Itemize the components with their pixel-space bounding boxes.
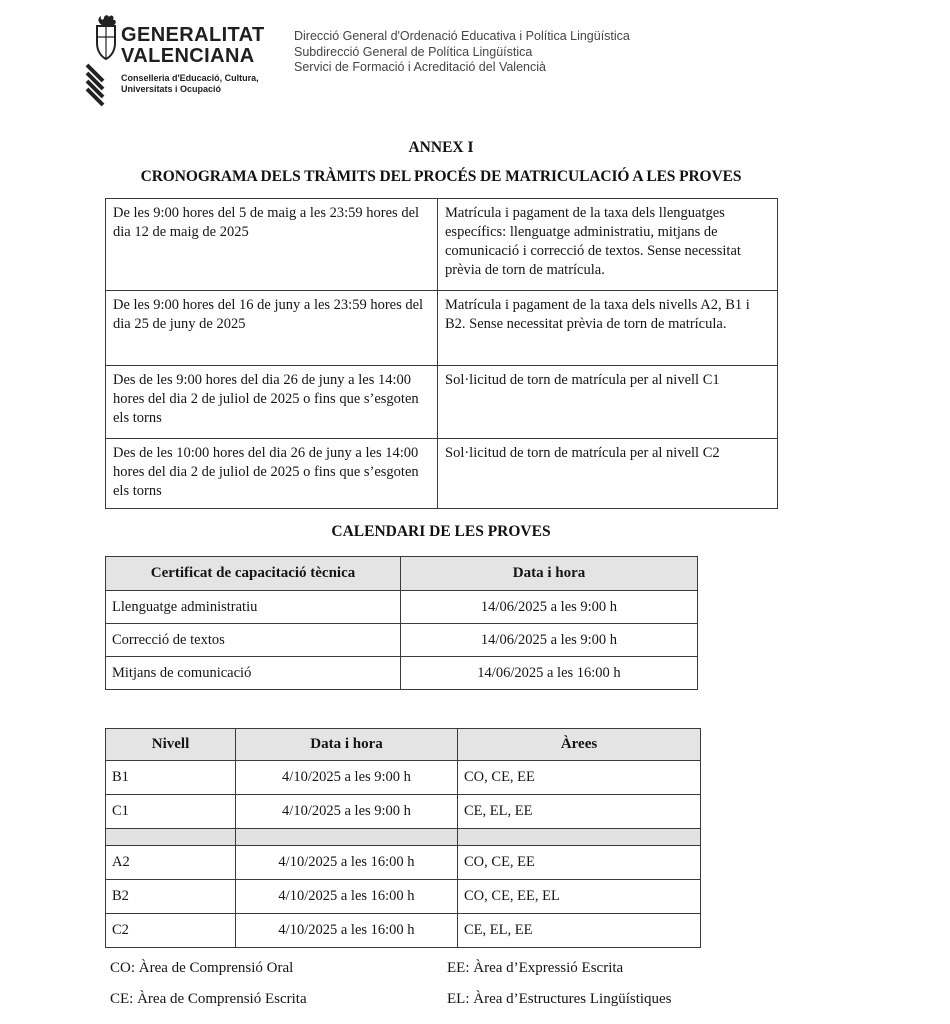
annex-title: ANNEX I [408, 139, 474, 156]
org-logo-text [121, 25, 265, 95]
department-line: Servici de Formació i Acreditació del Valencià [294, 60, 546, 74]
table-row [106, 880, 701, 914]
table-header-row [106, 729, 701, 761]
datetime-cell: 4/10/2025 a les 16:00 h [236, 880, 458, 914]
schedule-heading: CRONOGRAMA DELS TRÀMITS DEL PROCÉS DE MATRICULACIÓ A LES PROVES [140, 168, 742, 185]
legend-item: EL: Àrea d’Estructures Lingüístiques [447, 991, 672, 1007]
calendar-heading: CALENDARI DE LES PROVES [331, 523, 551, 540]
spacer-cell [236, 829, 458, 846]
gva-coat-of-arms-icon [84, 13, 126, 112]
legend-item: CE: Àrea de Comprensió Escrita [110, 991, 307, 1007]
areas-cell: CO, CE, EE, EL [458, 880, 701, 914]
datetime-cell: 14/06/2025 a les 9:00 h [401, 591, 698, 624]
table-row [106, 199, 778, 291]
datetime-cell: 4/10/2025 a les 9:00 h [236, 761, 458, 795]
table-header-row [106, 557, 698, 591]
table-row [106, 914, 701, 948]
areas-cell: CO, CE, EE [458, 846, 701, 880]
table-row [106, 795, 701, 829]
spacer-cell [458, 829, 701, 846]
org-name-line2: VALENCIANA [121, 45, 255, 67]
period-cell: De les 9:00 hores del 16 de juny a les 23:59 hores del dia 25 de juny de 2025 [106, 291, 438, 366]
legend-item: EE: Àrea d’Expressió Escrita [447, 960, 624, 976]
datetime-cell: 4/10/2025 a les 16:00 h [236, 846, 458, 880]
action-cell: Sol·licitud de torn de matrícula per al nivell C1 [438, 366, 778, 439]
certificate-name-cell: Correcció de textos [106, 624, 401, 657]
certificate-name-cell: Llenguatge administratiu [106, 591, 401, 624]
legend-item: CO: Àrea de Comprensió Oral [110, 960, 294, 976]
table-row [106, 439, 778, 509]
org-sub-line1: Conselleria d'Educació, Cultura, [121, 73, 259, 83]
datetime-cell: 14/06/2025 a les 9:00 h [401, 624, 698, 657]
datetime-cell: 4/10/2025 a les 9:00 h [236, 795, 458, 829]
column-header: Àrees [458, 729, 701, 761]
level-exam-table [105, 728, 701, 948]
action-cell: Sol·licitud de torn de matrícula per al nivell C2 [438, 439, 778, 509]
column-header: Nivell [106, 729, 236, 761]
spacer-cell [106, 829, 236, 846]
datetime-cell: 4/10/2025 a les 16:00 h [236, 914, 458, 948]
table-row [106, 846, 701, 880]
period-cell: Des de les 9:00 hores del dia 26 de juny a les 14:00 hores del dia 2 de juliol de 2025 o fins que s’esgoten els torns [106, 366, 438, 439]
column-header: Certificat de capacitació tècnica [106, 557, 401, 591]
table-row [106, 291, 778, 366]
table-row [106, 761, 701, 795]
certificate-exam-table [105, 556, 698, 690]
period-cell: Des de les 10:00 hores del dia 26 de juny a les 14:00 hores del dia 2 de juliol de 2025 o fins que s’esgoten els torns [106, 439, 438, 509]
areas-cell: CE, EL, EE [458, 795, 701, 829]
action-cell: Matrícula i pagament de la taxa dels nivells A2, B1 i B2. Sense necessitat prèvia de torn de matrícula. [438, 291, 778, 366]
spacer-row [106, 829, 701, 846]
org-sub-line2: Universitats i Ocupació [121, 84, 222, 94]
level-cell: B2 [106, 880, 236, 914]
table-row [106, 366, 778, 439]
areas-cell: CO, CE, EE [458, 761, 701, 795]
action-cell: Matrícula i pagament de la taxa dels llenguatges específics: llenguatge administratiu, mitjans de comunicació i correcció de textos. Sense necessitat prèvia de torn de matrícula. [438, 199, 778, 291]
column-header: Data i hora [236, 729, 458, 761]
period-cell: De les 9:00 hores del 5 de maig a les 23:59 hores del dia 12 de maig de 2025 [106, 199, 438, 291]
areas-legend [110, 958, 810, 1009]
datetime-cell: 14/06/2025 a les 16:00 h [401, 657, 698, 690]
org-name-line1: GENERALITAT [121, 24, 265, 46]
certificate-name-cell: Mitjans de comunicació [106, 657, 401, 690]
table-row [106, 657, 698, 690]
table-row [106, 591, 698, 624]
column-header: Data i hora [401, 557, 698, 591]
department-line: Direcció General d'Ordenació Educativa i Política Lingüística [294, 29, 630, 43]
level-cell: C1 [106, 795, 236, 829]
areas-cell: CE, EL, EE [458, 914, 701, 948]
level-cell: A2 [106, 846, 236, 880]
level-cell: C2 [106, 914, 236, 948]
department-line: Subdirecció General de Política Lingüística [294, 44, 533, 59]
table-row [106, 624, 698, 657]
enrolment-schedule-table [105, 198, 778, 509]
department-lines [294, 29, 630, 76]
level-cell: B1 [106, 761, 236, 795]
